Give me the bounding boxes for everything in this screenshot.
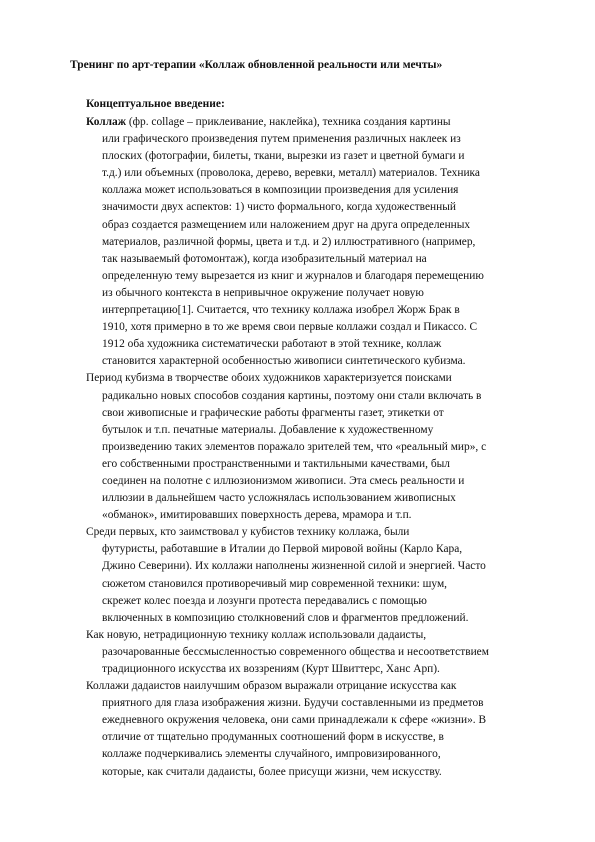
text-line: которые, как считали дадаисты, более присущи жизни, чем искусству. <box>102 765 442 778</box>
text-line: Период кубизма в творчестве обоих художников характеризуется поисками <box>86 372 452 385</box>
text-line: разочарованные бессмысленностью современного общества и несоответствием <box>102 645 489 658</box>
text-line: становится характерной особенностью живописи синтетического кубизма. <box>102 355 466 368</box>
text-line: скрежет колес поезда и лозунги протеста передавались с помощью <box>102 594 427 607</box>
text-line: Коллажи дадаистов наилучшим образом выражали отрицание искусства как <box>86 680 457 693</box>
text-line: Джино Северини). Их коллажи наполнены жизненной силой и энергией. Часто <box>102 560 486 573</box>
term-collage: Коллаж <box>86 116 126 128</box>
text-line: образ создается размещением или наложением друг на друга определенных <box>102 218 471 231</box>
text-line: свои живописные и графические работы фрагменты газет, этикетки от <box>102 406 444 419</box>
text-line: включенных в композицию столкновений слов и фрагментов предложений. <box>102 611 469 624</box>
text-line: значимости двух аспектов: 1) чисто формального, когда художественный <box>102 201 456 214</box>
text-line: сюжетом становился противоречивый мир современной техники: шум, <box>102 577 448 590</box>
text-line: так называемый фотомонтаж), когда изобразительный материал на <box>102 252 427 265</box>
text-line: ежедневного окружения человека, они сами принадлежали к сфере «жизни». В <box>102 714 487 727</box>
text-line: т.д.) или объемных (проволока, дерево, веревки, металл) материалов. Техника <box>102 167 480 180</box>
text-line: 1910, хотя примерно в то же время свои первые коллажи создал и Пикассо. С <box>102 321 478 334</box>
text-line: из обычного контекста в непривычное окружение получает новую <box>102 286 424 299</box>
text-line: плоских (фотографии, билеты, ткани, вырезки из газет и цветной бумаги и <box>102 150 465 163</box>
text-line <box>86 114 516 131</box>
text-line: определенную тему вырезается из книг и журналов и благодаря перемещению <box>102 269 484 282</box>
text-line: футуристы, работавшие в Италии до Первой мировой войны (Карло Кара, <box>102 543 463 556</box>
section-heading: Концептуальное введение: <box>86 98 225 110</box>
text-line: соединен на полотне с иллюзионизмом живописи. Эта смесь реальности и <box>102 474 465 487</box>
text-line: коллаже подчеркивались элементы случайного, импровизированного, <box>102 748 441 761</box>
text-line: материалов, различной формы, цвета и т.д. и 2) иллюстративного (например, <box>102 235 476 248</box>
text-line: радикально новых способов создания картины, поэтому они стали включать в <box>102 389 482 402</box>
text-line: приятного для глаза изображения жизни. Будучи составленными из предметов <box>102 697 484 710</box>
text-line: интерпретацию[1]. Считается, что технику коллажа изобрел Жорж Брак в <box>102 304 460 317</box>
text-line: отличие от тщательно продуманных соотношений форм в искусстве, в <box>102 731 444 744</box>
text-line: произведению таких элементов поражало зрителей тем, что «реальный мир», с <box>102 440 487 453</box>
text-line: бутылок и т.п. печатные материалы. Добавление к художественному <box>102 423 434 436</box>
document-title: Тренинг по арт-терапии «Коллаж обновленной реальности или мечты» <box>70 59 443 71</box>
text-line: 1912 оба художника систематически работают в этой технике, коллаж <box>102 338 442 351</box>
text-line-fragment: (фр. collage – приклеивание, наклейка), техника создания картины <box>125 116 451 128</box>
text-line: или графического произведения путем применения различных наклеек из <box>102 133 461 146</box>
text-line: традиционного искусства их воззрениям (Курт Швиттерс, Ханс Арп). <box>102 663 440 675</box>
text-line: Среди первых, кто заимствовал у кубистов технику коллажа, были <box>86 526 410 539</box>
body-text <box>86 114 516 781</box>
text-line: «обманок», имитировавших поверхность дерева, мрамора и т.п. <box>102 509 412 522</box>
text-line: иллюзии в дальнейшем часто усложнялась использованием живописных <box>102 492 456 505</box>
text-line: его собственными пространственными и тактильными качествами, был <box>102 457 450 470</box>
text-line: коллажа может использоваться в композиции произведения для усиления <box>102 184 459 197</box>
text-line: Как новую, нетрадиционную технику коллаж использовали дадаисты, <box>86 628 427 641</box>
